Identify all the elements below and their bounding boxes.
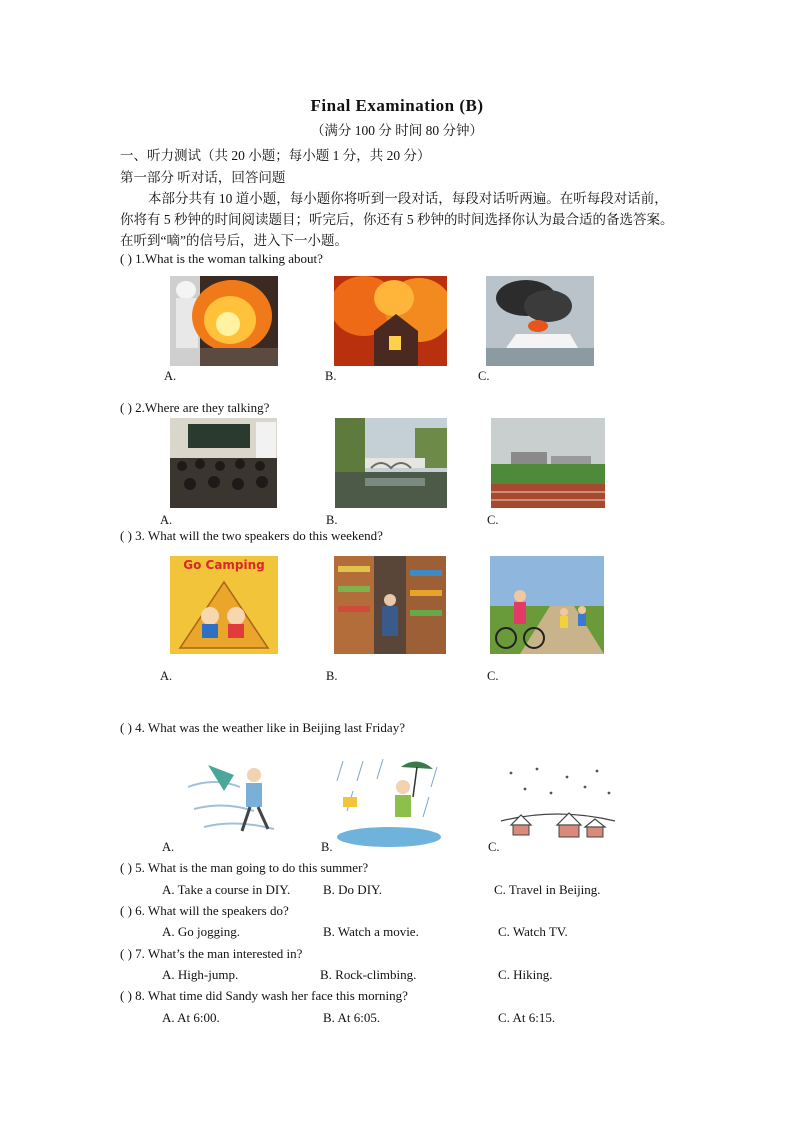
- cycling-picture: [490, 556, 604, 654]
- q5-option-b[interactable]: B. Do DIY.: [323, 882, 382, 897]
- park-bridge-picture: [335, 418, 447, 508]
- part-heading: 第一部分 听对话，回答问题: [120, 170, 286, 185]
- question-3: ( ) 3. What will the two speakers do this weekend?: [120, 528, 383, 543]
- question-5: ( ) 5. What is the man going to do this summer?: [120, 860, 369, 875]
- intro-line-2: 你将有 5 秒钟的时间阅读题目；听完后，你还有 5 秒钟的时间选择你认为最合适的备选答案。: [120, 212, 674, 227]
- question-7: ( ) 7. What’s the man interested in?: [120, 946, 303, 961]
- q1-option-a[interactable]: A.: [164, 369, 177, 383]
- question-4: ( ) 4. What was the weather like in Beijing last Friday?: [120, 720, 405, 735]
- q1-option-c[interactable]: C.: [478, 369, 490, 383]
- page-subtitle: （满分 100 分 时间 80 分钟）: [310, 123, 484, 138]
- q7-option-a[interactable]: A. High-jump.: [162, 967, 239, 982]
- question-1: ( ) 1.What is the woman talking about?: [120, 251, 323, 266]
- q1-option-b[interactable]: B.: [325, 369, 337, 383]
- q3-option-c[interactable]: C.: [487, 669, 499, 683]
- sports-field-picture: [491, 418, 605, 508]
- q7-option-c[interactable]: C. Hiking.: [498, 967, 553, 982]
- intro-line-1: 本部分共有 10 道小题，每小题你将听到一段对话，每段对话听两遍。在听每段对话前，: [148, 191, 668, 206]
- q4-option-a[interactable]: A.: [162, 840, 175, 854]
- snowy-weather-picture: [497, 763, 620, 851]
- q4-option-c[interactable]: C.: [488, 840, 500, 854]
- supermarket-picture: [334, 556, 446, 654]
- rainy-weather-picture: [333, 757, 445, 848]
- classroom-picture: [170, 418, 277, 508]
- burning-house-picture: [334, 276, 447, 366]
- burning-ship-picture: [486, 276, 594, 366]
- q8-option-a[interactable]: A. At 6:00.: [162, 1010, 220, 1025]
- go-camping-caption: Go Camping: [183, 558, 265, 572]
- go-camping-picture: [170, 556, 278, 654]
- q2-option-a[interactable]: A.: [160, 513, 173, 527]
- question-2: ( ) 2.Where are they talking?: [120, 400, 270, 415]
- question-6: ( ) 6. What will the speakers do?: [120, 903, 289, 918]
- q2-option-b[interactable]: B.: [326, 513, 338, 527]
- q6-option-b[interactable]: B. Watch a movie.: [323, 924, 419, 939]
- q5-option-c[interactable]: C. Travel in Beijing.: [494, 882, 601, 897]
- page-title: Final Examination (B): [310, 96, 484, 115]
- windy-weather-picture: [184, 757, 294, 843]
- q8-option-c[interactable]: C. At 6:15.: [498, 1010, 556, 1025]
- q6-option-a[interactable]: A. Go jogging.: [162, 924, 240, 939]
- intro-line-3: 在听到“嘀”的信号后，进入下一小题。: [120, 233, 348, 248]
- q8-option-b[interactable]: B. At 6:05.: [323, 1010, 381, 1025]
- q7-option-b[interactable]: B. Rock-climbing.: [320, 967, 417, 982]
- question-8: ( ) 8. What time did Sandy wash her face this morning?: [120, 988, 408, 1003]
- q3-option-b[interactable]: B.: [326, 669, 338, 683]
- q4-option-b[interactable]: B.: [321, 840, 333, 854]
- q6-option-c[interactable]: C. Watch TV.: [498, 924, 568, 939]
- kitchen-fire-picture: [170, 276, 278, 366]
- section-heading: 一、听力测试（共 20 小题；每小题 1 分，共 20 分）: [120, 148, 431, 163]
- q3-option-a[interactable]: A.: [160, 669, 173, 683]
- q5-option-a[interactable]: A. Take a course in DIY.: [162, 882, 291, 897]
- q2-option-c[interactable]: C.: [487, 513, 499, 527]
